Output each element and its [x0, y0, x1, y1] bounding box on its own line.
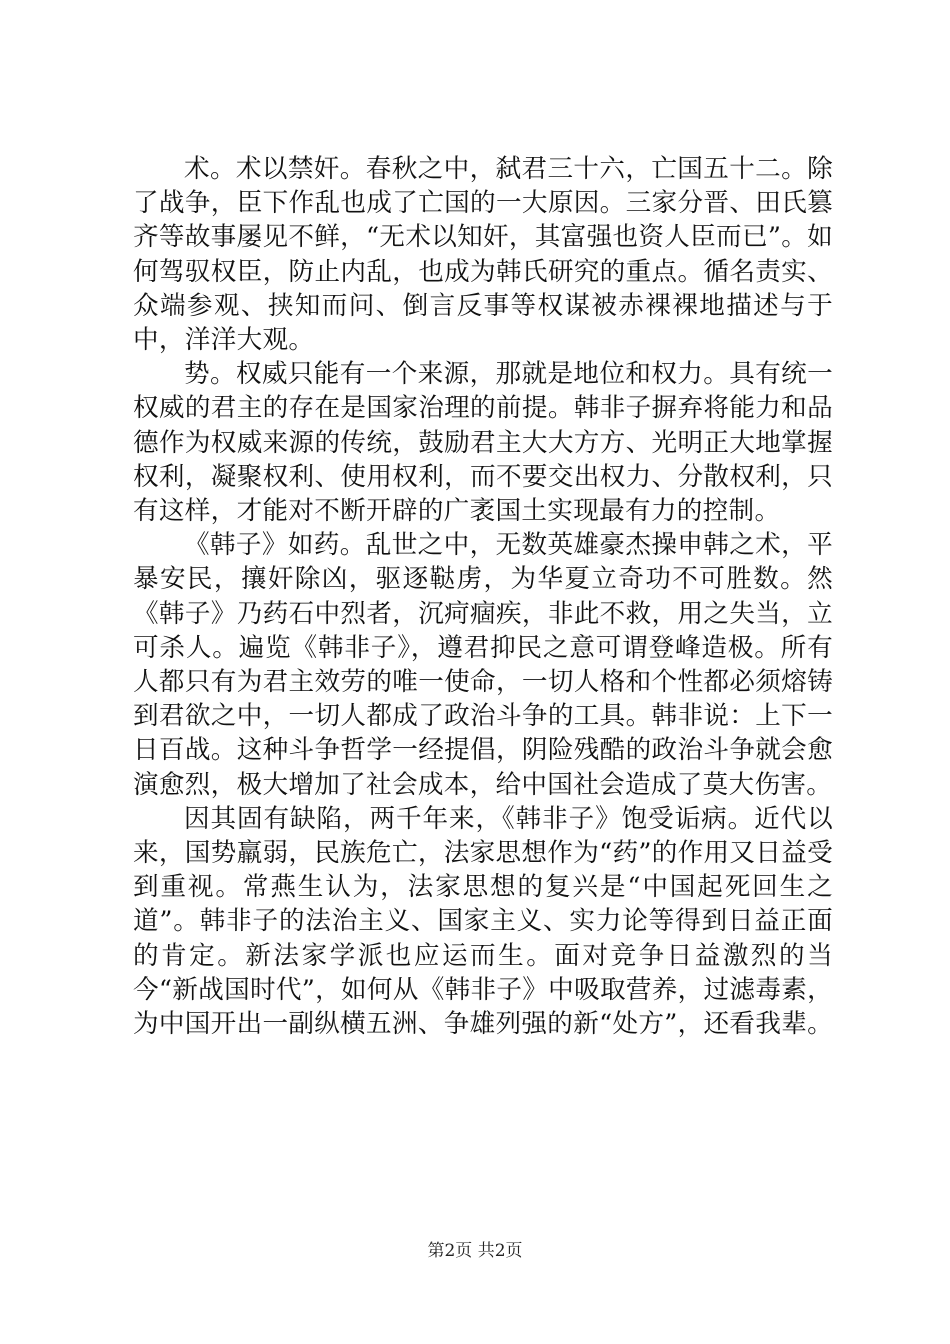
page-number-footer: 第2页 共2页 [427, 1241, 523, 1261]
paragraph-hanzi-medicine: 《韩子》如药。乱世之中，无数英雄豪杰操申韩之术，平暴安民，攘奸除凶，驱逐鞑虏，为华夏立奇功不可胜数。然《韩子》乃药石中烈者，沉疴痼疾，非此不救，用之失当，立可杀人。遍览《韩非子》，遵君抑民之意可谓登峰造极。所有人都只有为君主效劳的唯一使命，一切人格和个性都必须熔铸到君欲之中，一切人都成了政治斗争的工具。韩非说：上下一日百战。这种斗争哲学一经提倡，阴险残酷的政治斗争就会愈演愈烈，极大增加了社会成本，给中国社会造成了莫大伤害。 [133, 530, 833, 800]
paragraph-conclusion: 因其固有缺陷，两千年来，《韩非子》饱受诟病。近代以来，国势羸弱，民族危亡，法家思想作为“药”的作用又日益受到重视。常燕生认为，法家思想的复兴是“中国起死回生之道”。韩非子的法治主义、国家主义、实力论等得到日益正面的肯定。新法家学派也应运而生。面对竞争日益激烈的当今“新战国时代”，如何从《韩非子》中吸取营养，过滤毒素，为中国开出一副纵横五洲、争雄列强的新“处方”，还看我辈。 [133, 803, 834, 1040]
paragraph-shu: 术。术以禁奸。春秋之中，弑君三十六，亡国五十二。除了战争，臣下作乱也成了亡国的一大原因。三家分晋、田氏篡齐等故事屡见不鲜，“无术以知奸，其富强也资人臣而已”。如何驾驭权臣，防止内乱，也成为韩氏研究的重点。循名责实、众端参观、挟知而问、倒言反事等权谋被赤裸裸地描述与于中，洋洋大观。 [133, 154, 834, 356]
document-body [133, 152, 833, 1041]
paragraph-shi: 势。权威只能有一个来源，那就是地位和权力。具有统一权威的君主的存在是国家治理的前提。韩非子摒弃将能力和品德作为权威来源的传统，鼓励君主大大方方、光明正大地掌握权利，凝聚权利、使用权利，而不要交出权力、分散权利，只有这样，才能对不断开辟的广袤国土实现最有力的控制。 [133, 359, 833, 527]
